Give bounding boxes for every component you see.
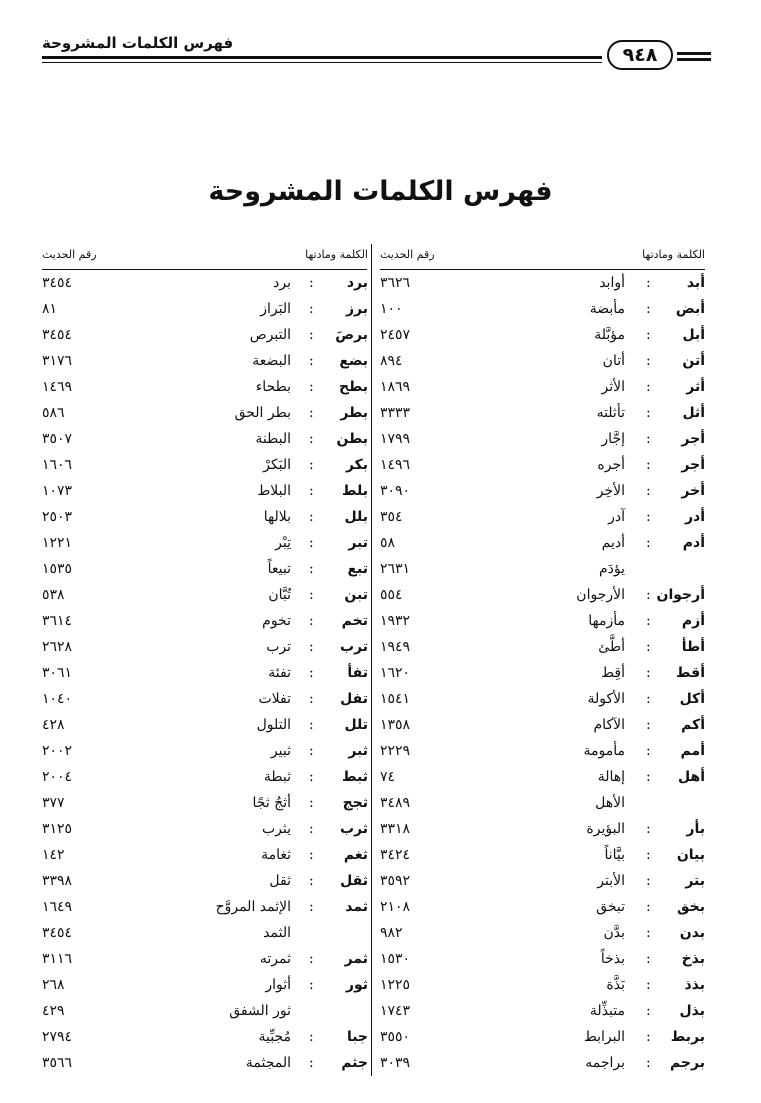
left-entry-colon: : [309,587,314,603]
left-entry-word: مُجبِّية [258,1029,291,1045]
right-entry-colon: : [646,977,651,993]
left-entry-colon: : [309,613,314,629]
left-entry-word: الإثمد المروَّح [215,899,291,915]
right-entry-number: ١٤٩٦ [380,457,411,473]
right-word-header: الكلمة ومادتها [642,248,705,261]
right-entry-root: أثل [682,405,705,421]
index-row [0,452,761,478]
left-entry-colon: : [309,665,314,681]
left-entry-number: ٣٥٦٦ [42,1055,73,1071]
index-row [0,348,761,374]
right-entry-root: أجر [681,457,705,473]
right-entry-colon: : [646,327,651,343]
left-entry-colon: : [309,327,314,343]
index-row [0,1050,761,1076]
index-row [0,972,761,998]
right-entry-number: ١٧٤٣ [380,1003,411,1019]
right-entry-word: الأخِر [596,483,625,499]
left-entry-root: ثقل [340,873,368,889]
index-row [0,998,761,1024]
right-entry-word: تبخق [596,899,625,915]
right-entry-number: ٣٠٣٩ [380,1055,411,1071]
right-entry-word: الأبتر [597,873,625,889]
right-entry-number: ٥٥٤ [380,587,403,603]
left-entry-root: تفأ [347,665,368,681]
left-entry-word: الثمد [263,925,291,941]
left-entry-number: ١٤٢ [42,847,65,863]
right-entry-root: بدن [679,925,705,941]
left-entry-root: ثمر [344,951,368,967]
index-row [0,660,761,686]
index-row [0,530,761,556]
right-entry-root: أكل [679,691,705,707]
left-entry-root: تبر [348,535,368,551]
left-entry-word: برد [273,275,291,291]
right-entry-colon: : [646,639,651,655]
left-entry-colon: : [309,457,314,473]
left-entry-root: ثبط [342,769,368,785]
index-row [0,608,761,634]
right-entry-word: أوابد [599,275,625,291]
left-entry-colon: : [309,639,314,655]
left-entry-colon: : [309,353,314,369]
left-entry-root: ثجج [342,795,368,811]
left-entry-root: بطر [340,405,368,421]
right-entry-word: إهالة [597,769,625,785]
index-row [0,920,761,946]
right-entry-number: ٢١٠٨ [380,899,411,915]
left-entry-word: تِبْر [275,535,291,551]
index-row [0,634,761,660]
badge-decoration [677,52,711,64]
header-rule-thin [42,62,602,63]
index-row [0,296,761,322]
index-row [0,478,761,504]
right-entry-root: أزم [681,613,705,629]
right-entry-number: ٣٣٣٣ [380,405,411,421]
right-entry-root: أدر [684,509,705,525]
running-title: فهرس الكلمات المشروحة [42,34,234,52]
left-entry-colon: : [309,795,314,811]
left-entry-word: بطر الحق [234,405,291,421]
left-entry-word: ثبير [270,743,291,759]
left-entry-number: ٣١٢٥ [42,821,73,837]
index-row [0,582,761,608]
left-entry-word: البضعة [252,353,291,369]
right-entry-word: الأكولة [587,691,625,707]
page-header [0,0,761,80]
right-entry-colon: : [646,613,651,629]
index-row [0,556,761,582]
left-entry-colon: : [309,821,314,837]
left-entry-number: ٣٣٩٨ [42,873,73,889]
right-entry-word: يؤدَم [598,561,625,577]
right-entry-number: ١٦٢٠ [380,665,411,681]
right-entry-colon: : [646,379,651,395]
right-entry-colon: : [646,587,651,603]
left-entry-number: ٣٥٠٧ [42,431,73,447]
right-entry-root: بأر [686,821,705,837]
left-entry-colon: : [309,301,314,317]
left-entry-root: بكر [345,457,368,473]
left-entry-number: ٤٢٩ [42,1003,65,1019]
index-row [0,712,761,738]
left-entry-word: تبيعاً [267,561,291,577]
left-entry-number: ٣٠٦١ [42,665,73,681]
right-entry-root: أبل [682,327,705,343]
index-row [0,764,761,790]
right-entry-root: أتن [682,353,705,369]
right-entry-word: أتان [602,353,625,369]
left-entry-word: البَراز [260,301,291,317]
right-entry-colon: : [646,665,651,681]
right-entry-number: ٣٥٥٠ [380,1029,411,1045]
right-entry-root: أبد [686,275,705,291]
right-entry-word: بدَّن [603,925,625,941]
left-entry-word: يثرب [261,821,291,837]
right-entry-number: ٥٨ [380,535,396,551]
left-entry-root: تخم [341,613,368,629]
left-entry-word: بلالها [263,509,291,525]
index-row [0,426,761,452]
left-entry-word: التلول [256,717,291,733]
right-entry-word: الآكام [593,717,625,733]
right-entry-root: أهل [677,769,705,785]
right-entry-colon: : [646,1003,651,1019]
index-row [0,790,761,816]
right-entry-colon: : [646,951,651,967]
left-entry-word: تفئة [268,665,291,681]
right-entry-colon: : [646,405,651,421]
right-entry-colon: : [646,925,651,941]
left-entry-number: ٥٣٨ [42,587,65,603]
right-entry-root: بيان [676,847,705,863]
right-entry-number: ٨٩٤ [380,353,403,369]
right-entry-word: أجره [597,457,625,473]
left-entry-root: ثرب [339,821,368,837]
page-title: فهرس الكلمات المشروحة [208,176,553,207]
right-entry-number: ١٧٩٩ [380,431,411,447]
index-row [0,738,761,764]
left-entry-number: ٨١ [42,301,58,317]
right-entry-colon: : [646,301,651,317]
right-entry-number: ٣٥٤ [380,509,403,525]
left-entry-root: تلل [344,717,368,733]
right-entry-number: ٢٢٢٩ [380,743,411,759]
left-entry-colon: : [309,717,314,733]
right-entry-root: أدم [682,535,705,551]
right-entry-word: تأثلته [596,405,625,421]
left-entry-word: ثور الشفق [229,1003,291,1019]
left-entry-colon: : [309,379,314,395]
left-entry-colon: : [309,847,314,863]
left-entry-number: ٣١١٦ [42,951,73,967]
left-entry-root: جبا [346,1029,368,1045]
right-entry-number: ٣٥٩٢ [380,873,411,889]
right-entry-word: الأهل [595,795,625,811]
right-entry-word: الأثر [601,379,625,395]
left-entry-root: ثور [345,977,368,993]
right-entry-root: بتر [685,873,705,889]
left-number-header: رقم الحديث [42,248,97,261]
left-entry-number: ٢٠٠٢ [42,743,73,759]
right-entry-word: آدر [608,509,625,525]
left-entry-colon: : [309,873,314,889]
right-entry-number: ٣٤٢٤ [380,847,411,863]
right-entry-word: مأمومة [583,743,625,759]
right-entry-colon: : [646,353,651,369]
left-entry-root: تبع [347,561,368,577]
right-entry-number: ٧٤ [380,769,396,785]
left-entry-colon: : [309,405,314,421]
left-entry-number: ٢٦٢٨ [42,639,73,655]
left-entry-word: البلاط [257,483,291,499]
right-entry-word: براجمه [585,1055,625,1071]
right-entry-number: ١٠٠ [380,301,403,317]
left-entry-root: برد [346,275,368,291]
left-entry-root: ثغم [343,847,368,863]
right-entry-root: أثر [686,379,705,395]
right-entry-root: أمم [680,743,705,759]
left-entry-colon: : [309,1029,314,1045]
index-row [0,894,761,920]
right-entry-colon: : [646,535,651,551]
right-entry-root: برجم [669,1055,705,1071]
left-entry-colon: : [309,769,314,785]
right-entry-number: ١٣٥٨ [380,717,411,733]
right-entry-colon: : [646,691,651,707]
left-entry-word: تفلات [258,691,291,707]
left-entry-number: ٣٧٧ [42,795,65,811]
right-entry-root: أقط [676,665,705,681]
right-entry-word: مأزمها [588,613,625,629]
right-entry-word: أديم [601,535,625,551]
right-entry-word: بذخاً [600,951,625,967]
left-entry-word: ثغامة [261,847,291,863]
left-entry-number: ٢٠٠٤ [42,769,73,785]
right-entry-number: ١٥٤١ [380,691,411,707]
left-entry-colon: : [309,1055,314,1071]
left-entry-root: برصَ [335,327,368,343]
right-entry-number: ١٩٣٢ [380,613,411,629]
left-entry-word: بطحاء [255,379,291,395]
index-row [0,816,761,842]
right-entry-number: ١٢٢٥ [380,977,411,993]
left-entry-root: ترب [339,639,368,655]
right-entry-word: البؤيرة [586,821,625,837]
right-entry-number: ٢٤٥٧ [380,327,411,343]
right-entry-colon: : [646,769,651,785]
left-word-header: الكلمة ومادتها [305,248,368,261]
right-entry-number: ٩٨٢ [380,925,403,941]
left-entry-root: برز [345,301,368,317]
header-rule-thick [42,56,602,59]
right-entry-word: بَذَّة [606,977,625,993]
left-entry-colon: : [309,535,314,551]
left-entry-number: ٤٢٨ [42,717,65,733]
right-entry-colon: : [646,873,651,889]
right-entry-root: بذذ [684,977,705,993]
right-entry-word: بيَّاناً [604,847,625,863]
right-entry-word: أقِط [601,665,625,681]
right-entry-colon: : [646,1029,651,1045]
right-entry-word: أطَّئ [598,639,625,655]
left-entry-number: ٥٨٦ [42,405,65,421]
right-entry-root: بذخ [681,951,705,967]
right-entry-colon: : [646,717,651,733]
left-entry-root: بطح [339,379,368,395]
left-entry-word: ثقل [269,873,291,889]
left-entry-colon: : [309,483,314,499]
right-entry-colon: : [646,457,651,473]
index-row [0,374,761,400]
right-number-header: رقم الحديث [380,248,435,261]
right-entry-number: ٣٤٨٩ [380,795,411,811]
left-entry-number: ٢٧٩٤ [42,1029,73,1045]
left-entry-root: بلط [342,483,368,499]
index-row [0,504,761,530]
left-entry-number: ٢٦٨ [42,977,65,993]
left-entry-root: ثبر [348,743,368,759]
left-entry-number: ٣٤٥٤ [42,925,73,941]
right-entry-colon: : [646,821,651,837]
left-entry-number: ١٠٧٣ [42,483,73,499]
left-entry-colon: : [309,899,314,915]
right-entry-number: ١٨٦٩ [380,379,411,395]
left-entry-number: ١٥٣٥ [42,561,73,577]
right-entry-word: مأبضة [589,301,625,317]
left-entry-number: ٢٥٠٣ [42,509,73,525]
right-entry-root: أطأ [681,639,705,655]
left-entry-root: بضع [339,353,368,369]
left-entry-word: أثجُ ثجًا [252,795,291,811]
right-entry-colon: : [646,483,651,499]
left-entry-colon: : [309,509,314,525]
right-entry-number: ٢٦٣١ [380,561,411,577]
index-row [0,270,761,296]
left-entry-word: ثبطة [263,769,291,785]
right-entry-number: ١٥٣٠ [380,951,411,967]
right-entry-colon: : [646,847,651,863]
left-entry-root: بطن [336,431,368,447]
left-entry-word: البطنة [255,431,291,447]
index-row [0,400,761,426]
right-entry-colon: : [646,899,651,915]
left-entry-word: التبرص [249,327,291,343]
left-entry-root: تفل [340,691,368,707]
left-entry-number: ٣١٧٦ [42,353,73,369]
right-entry-root: بخق [677,899,705,915]
left-entry-root: جثم [341,1055,368,1071]
left-entry-number: ١٠٤٠ [42,691,73,707]
left-entry-word: ثمرته [259,951,291,967]
right-entry-colon: : [646,743,651,759]
right-entry-number: ٣٠٩٠ [380,483,411,499]
index-row [0,322,761,348]
left-entry-root: تبن [344,587,368,603]
index-row [0,842,761,868]
left-entry-colon: : [309,561,314,577]
index-row [0,946,761,972]
left-entry-colon: : [309,431,314,447]
left-entry-number: ٣٦١٤ [42,613,73,629]
left-entry-word: تخوم [262,613,291,629]
left-entry-colon: : [309,951,314,967]
right-entry-root: بربط [670,1029,705,1045]
left-entry-number: ١٤٦٩ [42,379,73,395]
right-entry-root: أرجوان [656,587,705,603]
right-entry-word: إجَّار [601,431,625,447]
right-entry-root: أكم [681,717,705,733]
left-entry-root: بلل [344,509,368,525]
left-entry-word: البَكرْ [263,457,291,473]
left-entry-word: أثوار [265,977,291,993]
index-row [0,1024,761,1050]
right-entry-word: مؤبَّلة [594,327,625,343]
right-entry-colon: : [646,275,651,291]
right-entry-colon: : [646,509,651,525]
right-entry-number: ٣٣١٨ [380,821,411,837]
left-entry-colon: : [309,977,314,993]
left-entry-word: تُبَّان [268,587,291,603]
right-entry-word: البرابط [583,1029,625,1045]
left-entry-number: ١٦٤٩ [42,899,73,915]
left-entry-colon: : [309,691,314,707]
left-entry-number: ٣٤٥٤ [42,275,73,291]
right-entry-colon: : [646,431,651,447]
right-entry-number: ١٩٤٩ [380,639,411,655]
page-number-badge: ٩٤٨ [607,40,673,70]
index-row [0,868,761,894]
right-entry-word: الأرجوان [576,587,625,603]
right-entry-root: أجر [681,431,705,447]
right-entry-root: أخر [681,483,705,499]
left-entry-number: ٣٤٥٤ [42,327,73,343]
right-entry-colon: : [646,1055,651,1071]
left-entry-root: ثمد [345,899,368,915]
left-entry-word: ترب [266,639,291,655]
left-entry-number: ١٢٢١ [42,535,73,551]
right-entry-root: أبض [675,301,705,317]
left-entry-number: ١٦٠٦ [42,457,73,473]
right-entry-root: بذل [679,1003,705,1019]
right-entry-number: ٣٦٢٦ [380,275,411,291]
left-entry-colon: : [309,743,314,759]
left-entry-colon: : [309,275,314,291]
index-row [0,686,761,712]
left-entry-word: المجثمة [245,1055,291,1071]
right-entry-word: متبذِّلة [589,1003,625,1019]
